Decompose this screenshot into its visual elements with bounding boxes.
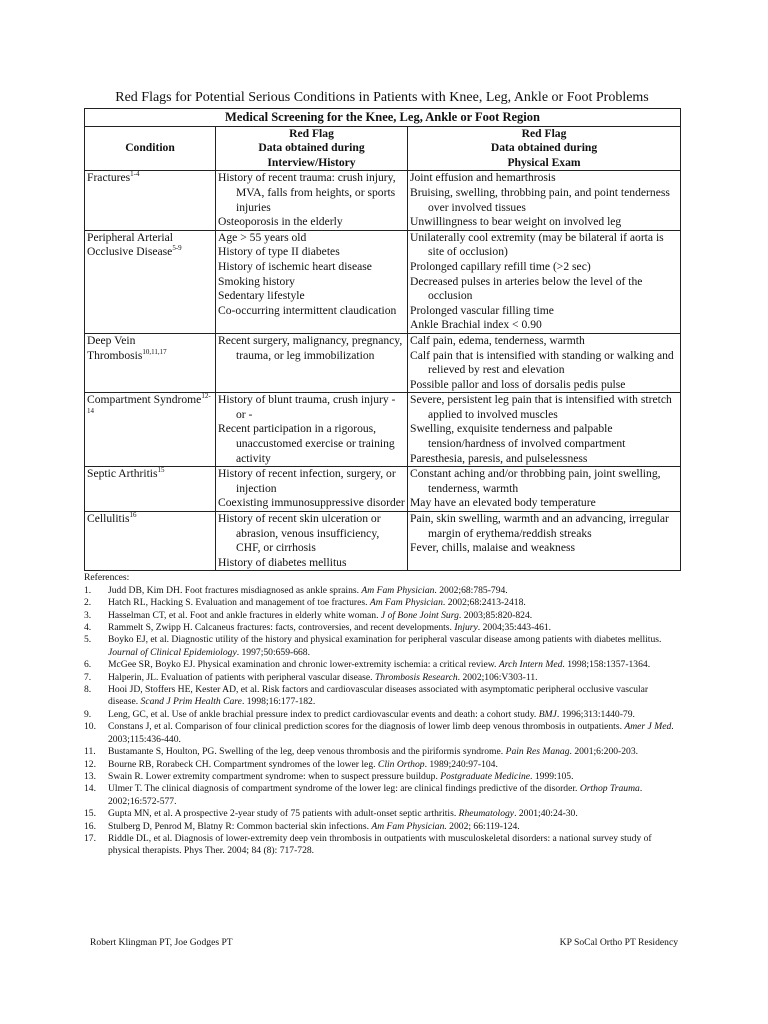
reference-item	[84, 833, 680, 858]
reference-superscript: 15	[157, 466, 165, 475]
reference-journal: Arch Intern Med	[498, 659, 563, 671]
exam-item: Calf pain that is intensified with standing or walking and relieved by rest and elevation	[410, 348, 674, 377]
reference-item	[84, 634, 680, 659]
condition-name: Cellulitis	[87, 512, 130, 526]
references-section	[84, 572, 680, 857]
reference-number: 11.	[84, 746, 96, 758]
reference-citation: Stulberg D, Penrod M, Blatny R: Common bacterial skin infections.	[108, 820, 372, 832]
reference-citation: Boyko EJ, et al. Diagnostic utility of the history and physical examination for peripheral vascular disease among patients with diabetes mellitus.	[108, 634, 662, 646]
reference-volume: 2002; 66:119-124.	[446, 820, 520, 832]
interview-item: Sedentary lifestyle	[218, 289, 305, 303]
reference-journal: Clin Orthop	[377, 758, 425, 770]
reference-item	[84, 771, 680, 783]
red-flags-table	[84, 108, 681, 571]
reference-number: 6.	[84, 659, 92, 671]
exam-item: Bruising, swelling, throbbing pain, and point tenderness over involved tissues	[410, 185, 670, 214]
reference-number: 13.	[84, 770, 96, 782]
reference-superscript: 16	[129, 511, 137, 520]
condition-name: Compartment Syndrome	[87, 393, 202, 407]
reference-volume: . 2001;40:24-30.	[514, 808, 578, 820]
reference-journal: BMJ	[538, 708, 557, 720]
reference-citation: Ulmer T. The clinical diagnosis of compartment syndrome of the lower leg: are clinical findings predictive of the disorder.	[108, 783, 580, 795]
exam-item: Swelling, exquisite tenderness and palpable tension/hardness of involved compartment	[410, 422, 626, 451]
interview-cell	[216, 333, 408, 392]
header-interview-line: Interview/History	[267, 155, 356, 169]
condition-cell	[85, 333, 216, 392]
reference-volume: . 1998;158:1357-1364.	[562, 659, 651, 671]
reference-superscript: 10,11,17	[142, 347, 167, 356]
references-heading: References:	[84, 572, 130, 584]
reference-text	[108, 659, 680, 671]
reference-journal: Pain Res Manag	[505, 746, 570, 758]
reference-citation: Hooi JD, Stoffers HE, Kester AD, et al. Risk factors and cardiovascular diseases associated with asymptomatic peripheral occlusive vascular disease.	[108, 684, 649, 708]
condition-cell	[85, 393, 216, 467]
exam-item: Paresthesia, paresis, and pulselessness	[410, 451, 588, 465]
reference-text	[108, 808, 680, 820]
reference-volume: . 2003;115:436-440.	[108, 721, 674, 745]
reference-number: 12.	[84, 758, 96, 770]
interview-item: History of recent skin ulceration or abrasion, venous insufficiency, CHF, or cirrhosis	[218, 512, 381, 555]
header-condition: Condition	[85, 126, 216, 171]
reference-citation: Hatch RL, Hacking S. Evaluation and management of toe fractures.	[108, 597, 370, 609]
interview-item: Osteoporosis in the elderly	[218, 215, 343, 229]
reference-citation: Judd DB, Kim DH. Foot fractures misdiagnosed as ankle sprains.	[108, 584, 362, 596]
reference-number: 10.	[84, 721, 96, 733]
reference-superscript: 12-14	[87, 392, 211, 416]
reference-item	[84, 684, 680, 709]
exam-item: Calf pain, edema, tenderness, warmth	[410, 333, 585, 347]
interview-item: Coexisting immunosuppressive disorder	[218, 496, 405, 510]
header-exam-line: Red Flag	[521, 126, 567, 140]
reference-number: 4.	[84, 622, 92, 634]
interview-item: History of recent trauma: crush injury, MVA, falls from heights, or sports injuries	[218, 171, 396, 214]
reference-number: 7.	[84, 671, 92, 683]
reference-text	[108, 821, 680, 833]
reference-journal: Rheumatology	[458, 808, 515, 820]
reference-volume: . 1998;16:177-182.	[241, 696, 316, 708]
reference-journal: Scand J Prim Health Care	[140, 696, 242, 708]
reference-volume: . 2002;16:572-577.	[108, 783, 643, 807]
reference-volume: . 2001;6:200-203.	[569, 746, 639, 758]
condition-name: Deep Vein Thrombosis	[87, 333, 143, 362]
header-exam-line: Physical Exam	[507, 155, 581, 169]
reference-text	[108, 585, 680, 597]
reference-item	[84, 783, 680, 808]
reference-text	[108, 759, 680, 771]
exam-cell	[408, 333, 681, 392]
exam-cell	[408, 467, 681, 512]
interview-item: Co-occurring intermittent claudication	[218, 303, 397, 317]
interview-item: Smoking history	[218, 274, 295, 288]
page-footer	[90, 937, 678, 948]
reference-citation: Rammelt S, Zwipp H. Calcaneus fractures: facts, controversies, and recent developments.	[108, 622, 455, 634]
reference-journal: Postgraduate Medicine	[440, 770, 531, 782]
condition-name: Fractures	[87, 171, 131, 185]
condition-name: Septic Arthritis	[87, 467, 158, 481]
table-body	[85, 171, 681, 571]
interview-cell	[216, 393, 408, 467]
reference-citation: Leng, GC, et al. Use of ankle brachial pressure index to predict cardiovascular events and death: a cohort study.	[108, 708, 539, 720]
reference-journal: Orthop Trauma	[579, 783, 640, 795]
reference-number: 9.	[84, 708, 92, 720]
header-interview	[216, 126, 408, 171]
reference-citation: Swain R. Lower extremity compartment syndrome: when to suspect pressure buildup.	[108, 770, 441, 782]
exam-cell	[408, 230, 681, 333]
interview-cell	[216, 467, 408, 512]
reference-item	[84, 672, 680, 684]
header-exam	[408, 126, 681, 171]
exam-item: Ankle Brachial index < 0.90	[410, 318, 542, 332]
exam-cell	[408, 171, 681, 230]
footer-program: KP SoCal Ortho PT Residency	[559, 937, 678, 948]
interview-cell	[216, 171, 408, 230]
interview-item: Recent participation in a rigorous, unaccustomed exercise or training activity	[218, 422, 395, 465]
reference-text	[108, 597, 680, 609]
reference-journal: Am Fam Physician.	[371, 820, 447, 832]
condition-name: Peripheral Arterial Occlusive Disease	[87, 230, 173, 259]
reference-text	[108, 634, 680, 659]
reference-text	[108, 672, 680, 684]
exam-item: Constant aching and/or throbbing pain, joint swelling, tenderness, warmth	[410, 467, 661, 495]
header-interview-line: Data obtained during	[258, 141, 365, 155]
reference-journal: J of Bone Joint Surg	[380, 609, 459, 621]
exam-item: Joint effusion and hemarthrosis	[410, 171, 556, 185]
reference-volume: . 1989;240:97-104.	[424, 758, 498, 770]
exam-item: Unwillingness to bear weight on involved leg	[410, 215, 622, 229]
interview-item: Recent surgery, malignancy, pregnancy, trauma, or leg immobilization	[218, 333, 403, 362]
reference-citation: Bustamante S, Houlton, PG. Swelling of the leg, deep venous thrombosis and the piriformis syndrome.	[108, 746, 506, 758]
reference-superscript: 1-4	[130, 170, 140, 179]
table-row	[85, 333, 681, 392]
exam-cell	[408, 393, 681, 467]
exam-cell	[408, 512, 681, 571]
reference-text	[108, 833, 680, 858]
interview-cell	[216, 512, 408, 571]
exam-item: Possible pallor and loss of dorsalis pedis pulse	[410, 377, 626, 391]
condition-cell	[85, 230, 216, 333]
reference-item	[84, 610, 680, 622]
reference-number: 3.	[84, 609, 92, 621]
reference-text	[108, 610, 680, 622]
document-page	[84, 90, 680, 858]
interview-cell	[216, 230, 408, 333]
reference-item	[84, 759, 680, 771]
reference-citation: Riddle DL, et al. Diagnosis of lower-extremity deep vein thrombosis in outpatients with musculoskeletal disorders: a national survey study of physical therapists. Phys Ther. 2004; 84 (8): 717-728.	[108, 832, 652, 857]
exam-item: Prolonged capillary refill time (>2 sec)	[410, 259, 591, 273]
table-banner: Medical Screening for the Knee, Leg, Ankle or Foot Region	[85, 109, 681, 127]
exam-item: Pain, skin swelling, warmth and an advancing, irregular margin of erythema/reddish streaks	[410, 512, 669, 540]
reference-number: 14.	[84, 783, 96, 795]
table-row	[85, 512, 681, 571]
exam-item: Unilaterally cool extremity (may be bilateral if aorta is site of occlusion)	[410, 230, 664, 259]
reference-item	[84, 721, 680, 746]
reference-number: 16.	[84, 820, 96, 832]
table-row	[85, 171, 681, 230]
table-row	[85, 230, 681, 333]
reference-text	[108, 622, 680, 634]
reference-text	[108, 783, 680, 808]
reference-journal: Am Fam Physician	[361, 584, 435, 596]
condition-cell	[85, 512, 216, 571]
references-list	[84, 585, 680, 858]
reference-number: 2.	[84, 597, 92, 609]
reference-item	[84, 659, 680, 671]
exam-item: Severe, persistent leg pain that is intensified with stretch applied to involved muscles	[410, 393, 672, 421]
reference-item	[84, 597, 680, 609]
reference-volume: . 2004;35:443-461.	[477, 622, 552, 634]
document-title: Red Flags for Potential Serious Conditions in Patients with Knee, Leg, Ankle or Foot Problems	[115, 90, 649, 105]
condition-cell	[85, 467, 216, 512]
reference-number: 1.	[84, 584, 92, 596]
reference-volume: . 2002;106:V303-11.	[457, 671, 538, 683]
condition-cell	[85, 171, 216, 230]
exam-item: May have an elevated body temperature	[410, 496, 596, 510]
reference-volume: . 1997;50:659-668.	[236, 646, 310, 658]
reference-item	[84, 808, 680, 820]
reference-number: 8.	[84, 684, 92, 696]
reference-item	[84, 709, 680, 721]
reference-volume: . 2002;68:785-794.	[434, 584, 508, 596]
header-interview-line: Red Flag	[289, 126, 334, 140]
reference-item	[84, 622, 680, 634]
reference-citation: Bourne RB, Rorabeck CH. Compartment syndromes of the lower leg.	[108, 758, 378, 770]
footer-authors: Robert Klingman PT, Joe Godges PT	[90, 937, 233, 948]
reference-journal: Injury	[454, 622, 478, 634]
reference-number: 17.	[84, 832, 96, 844]
reference-volume: . 2002;68:2413-2418.	[442, 597, 526, 609]
reference-text	[108, 771, 680, 783]
reference-volume: . 1999:105.	[530, 770, 574, 782]
reference-number: 5.	[84, 634, 92, 646]
reference-item	[84, 585, 680, 597]
reference-journal: Am Fam Physician	[369, 597, 443, 609]
reference-text	[108, 709, 680, 721]
reference-item	[84, 821, 680, 833]
interview-item: History of recent infection, surgery, or injection	[218, 467, 396, 495]
reference-journal: Thrombosis Research	[374, 671, 458, 683]
reference-volume: . 2003;85:820-824.	[458, 609, 533, 621]
reference-citation: McGee SR, Boyko EJ. Physical examination and chronic lower-extremity ischemia: a critical review.	[108, 659, 499, 671]
reference-citation: Constans J, et al. Comparison of four clinical prediction scores for the diagnosis of lower limb deep venous thrombosis in outpatients.	[108, 721, 625, 733]
interview-item: History of type II diabetes	[218, 245, 340, 259]
reference-citation: Hasselman CT, et al. Foot and ankle fractures in elderly white woman.	[108, 609, 381, 621]
reference-superscript: 5-9	[172, 244, 182, 253]
interview-item: History of blunt trauma, crush injury - or -	[218, 393, 396, 421]
reference-text	[108, 721, 680, 746]
table-row	[85, 467, 681, 512]
exam-item: Decreased pulses in arteries below the level of the occlusion	[410, 274, 643, 303]
exam-item: Fever, chills, malaise and weakness	[410, 541, 576, 555]
reference-item	[84, 746, 680, 758]
table-row	[85, 393, 681, 467]
reference-citation: Gupta MN, et al. A prospective 2-year study of 75 patients with adult-onset septic arthritis.	[108, 808, 459, 820]
reference-volume: . 1996;313:1440-79.	[556, 708, 635, 720]
reference-text	[108, 684, 680, 709]
interview-item: History of ischemic heart disease	[218, 259, 372, 273]
reference-text	[108, 746, 680, 758]
reference-journal: Journal of Clinical Epidemiology	[108, 646, 237, 658]
header-exam-line: Data obtained during	[490, 141, 598, 155]
reference-number: 15.	[84, 808, 96, 820]
reference-citation: Halperin, JL. Evaluation of patients with peripheral vascular disease.	[108, 671, 375, 683]
reference-journal: Amer J Med	[624, 721, 672, 733]
interview-item: Age > 55 years old	[218, 230, 307, 244]
interview-item: History of diabetes mellitus	[218, 555, 347, 569]
exam-item: Prolonged vascular filling time	[410, 303, 554, 317]
